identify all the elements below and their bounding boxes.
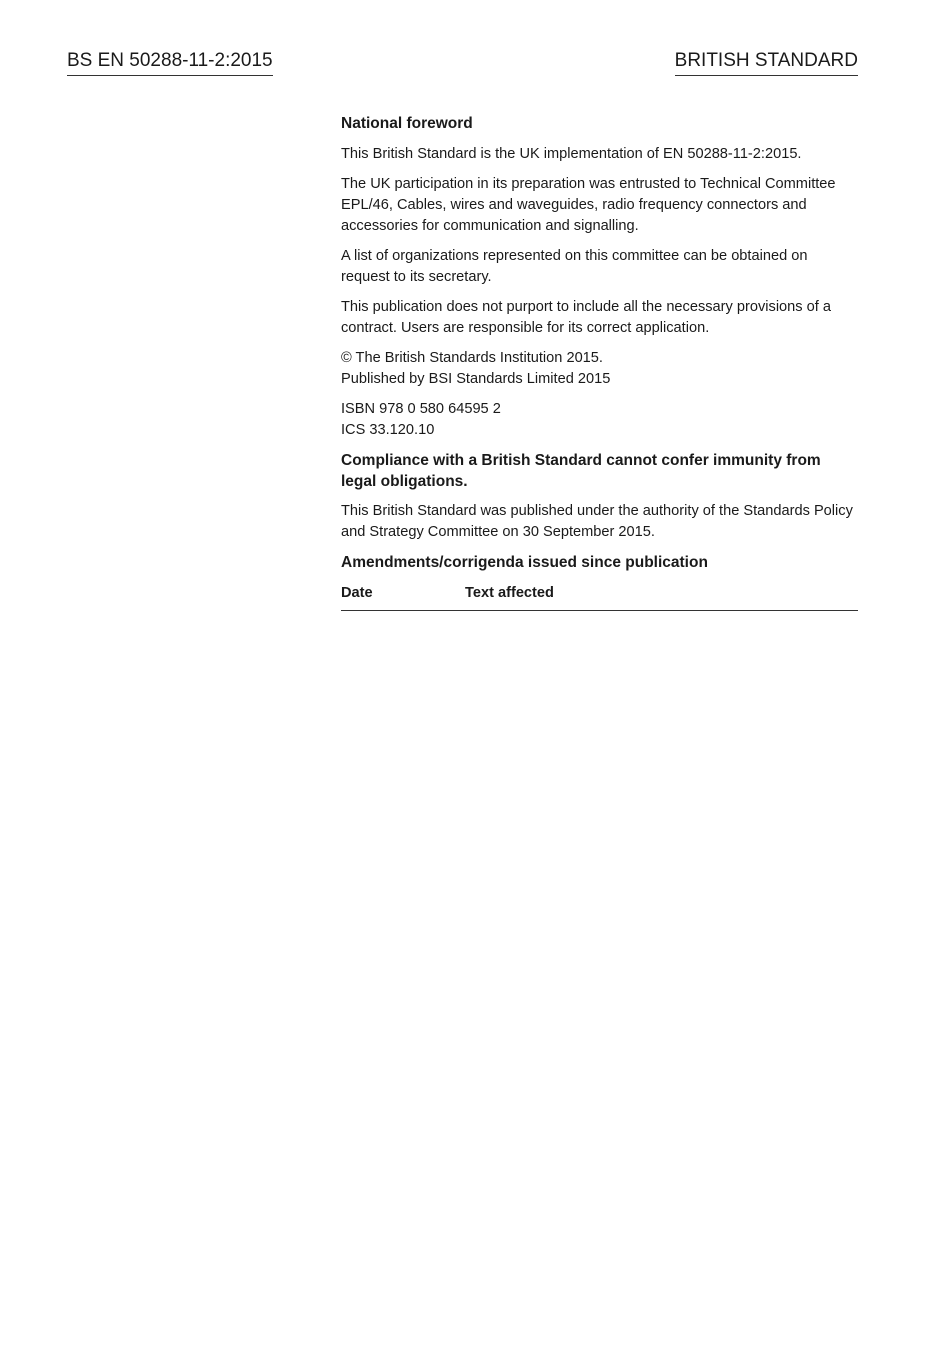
national-foreword-section: [341, 113, 858, 611]
foreword-title: National foreword: [341, 115, 473, 132]
document-id: BS EN 50288-11-2:2015: [67, 49, 273, 76]
copyright-block: [341, 348, 858, 390]
standard-type-label: BRITISH STANDARD: [675, 49, 858, 76]
table-header-row: [341, 583, 858, 611]
foreword-paragraph: The UK participation in its preparation was entrusted to Technical Committee EPL/46, Cables, wires and waveguides, radio frequency connectors and accessories for communication and signalling.: [341, 176, 836, 234]
isbn: ISBN 978 0 580 64595 2: [341, 401, 501, 417]
amendments-title: Amendments/corrigenda issued since publication: [341, 554, 708, 571]
foreword-paragraph: This publication does not purport to include all the necessary provisions of a contract. Users are responsible for its correct application.: [341, 299, 831, 336]
column-header-date: Date: [341, 583, 465, 611]
ics-code: ICS 33.120.10: [341, 422, 435, 438]
column-header-text-affected: Text affected: [465, 583, 858, 611]
amendments-table: [341, 583, 858, 611]
foreword-paragraph: A list of organizations represented on this committee can be obtained on request to its secretary.: [341, 248, 808, 285]
foreword-paragraph: This British Standard is the UK implementation of EN 50288-11-2:2015.: [341, 146, 802, 162]
identifiers-block: [341, 399, 858, 441]
publisher-line: Published by BSI Standards Limited 2015: [341, 371, 611, 387]
compliance-notice: Compliance with a British Standard cannot confer immunity from legal obligations.: [341, 452, 821, 490]
publication-note: This British Standard was published under the authority of the Standards Policy and Strategy Committee on 30 September 2015.: [341, 503, 853, 540]
copyright-line: © The British Standards Institution 2015.: [341, 350, 603, 366]
